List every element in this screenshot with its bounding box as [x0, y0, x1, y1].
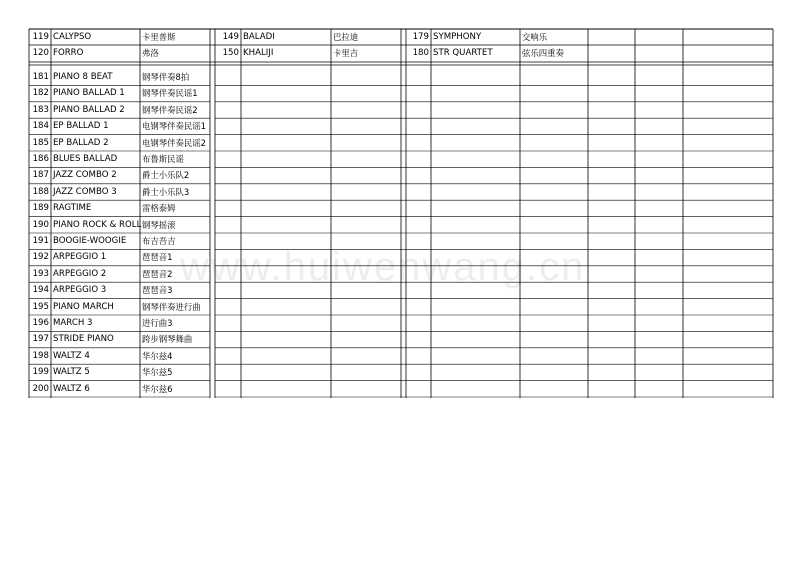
style-name-zh: 钢琴伴奏进行曲 [142, 301, 201, 312]
style-name-zh: 卡里普斯 [142, 32, 176, 42]
style-name-zh: 电钢琴伴奏民谣1 [142, 121, 206, 132]
style-name-en: EP BALLAD 2 [53, 137, 109, 148]
style-name-en: PIANO BALLAD 1 [53, 88, 125, 99]
style-name-zh: 电钢琴伴奏民谣2 [142, 137, 206, 148]
style-name-en: FORRO [53, 48, 84, 58]
style-number: 185 [32, 137, 49, 148]
style-number: 149 [222, 32, 239, 42]
style-number: 191 [32, 236, 49, 246]
style-number: 181 [32, 72, 49, 82]
style-name-zh: 钢琴摇滚 [142, 219, 176, 230]
style-name-en: PIANO ROCK & ROLL [53, 219, 142, 230]
style-name-en: ARPEGGIO 1 [53, 252, 107, 263]
style-name-zh: 钢琴伴奏民谣2 [142, 104, 198, 115]
style-name-zh: 卡里吉 [333, 48, 359, 58]
style-name-en: PIANO BALLAD 2 [53, 104, 125, 115]
style-name-zh: 弦乐四重奏 [522, 48, 564, 58]
style-name-zh: 布鲁斯民谣 [142, 154, 184, 164]
style-number: 119 [32, 32, 49, 42]
style-name-zh: 巴拉迪 [333, 32, 359, 42]
style-name-zh: 跨步钢琴舞曲 [142, 334, 193, 345]
style-number: 196 [32, 318, 49, 328]
style-name-en: CALYPSO [53, 32, 92, 42]
style-number: 193 [32, 268, 49, 279]
style-name-en: STRIDE PIANO [53, 334, 114, 345]
style-number: 120 [32, 48, 49, 58]
style-name-en: BLUES BALLAD [53, 154, 118, 164]
style-number: 183 [32, 104, 49, 115]
style-number: 194 [32, 285, 49, 296]
style-name-zh: 雷格泰姆 [142, 203, 176, 214]
style-number: 197 [32, 334, 49, 345]
style-number: 187 [32, 170, 49, 181]
style-name-zh: 琶琶音2 [142, 268, 173, 279]
style-number: 189 [32, 203, 49, 214]
style-name-zh: 华尔兹4 [142, 350, 173, 361]
watermark: www.huiwenwang.cn [180, 245, 586, 289]
style-number: 150 [222, 48, 239, 58]
style-number: 188 [32, 186, 49, 197]
style-name-zh: 交响乐 [522, 32, 548, 42]
style-name-en: BALADI [243, 32, 275, 42]
style-name-en: ARPEGGIO 3 [53, 285, 107, 296]
style-name-en: SYMPHONY [433, 32, 482, 42]
style-name-en: EP BALLAD 1 [53, 121, 109, 132]
style-name-zh: 琶琶音3 [142, 285, 173, 296]
style-name-zh: 爵士小乐队3 [142, 186, 190, 197]
style-name-zh: 爵士小乐队2 [142, 170, 190, 181]
style-name-en: STR QUARTET [433, 48, 493, 58]
style-number: 180 [412, 48, 429, 58]
style-number: 182 [32, 88, 49, 99]
style-name-en: WALTZ 5 [53, 367, 90, 378]
style-number: 179 [412, 32, 429, 42]
style-number: 198 [32, 350, 49, 361]
style-name-en: KHALIJI [243, 48, 274, 58]
style-number: 199 [32, 367, 49, 378]
style-name-en: ARPEGGIO 2 [53, 268, 107, 279]
style-number: 184 [32, 121, 49, 132]
style-number: 195 [32, 301, 49, 312]
style-number: 200 [32, 383, 49, 394]
style-name-en: RAGTIME [53, 203, 92, 214]
style-name-en: PIANO 8 BEAT [53, 72, 113, 82]
style-name-en: PIANO MARCH [53, 301, 114, 312]
style-name-en: JAZZ COMBO 2 [53, 170, 117, 181]
style-name-zh: 琶琶音1 [142, 252, 173, 263]
style-name-zh: 钢琴伴奏民谣1 [142, 88, 198, 99]
style-number: 190 [32, 219, 49, 230]
style-name-zh: 布吉吾吉 [142, 236, 176, 246]
style-name-zh: 弗洛 [142, 48, 159, 58]
style-name-zh: 进行曲3 [142, 318, 173, 328]
style-number: 192 [32, 252, 49, 263]
style-name-en: WALTZ 4 [53, 350, 90, 361]
style-name-en: MARCH 3 [53, 318, 93, 328]
style-name-zh: 华尔兹5 [142, 367, 173, 378]
style-name-zh: 华尔兹6 [142, 383, 173, 394]
style-number: 186 [32, 154, 49, 164]
style-name-zh: 钢琴伴奏8拍 [142, 72, 190, 82]
style-name-en: WALTZ 6 [53, 383, 90, 394]
style-name-en: BOOGIE-WOOGIE [53, 236, 127, 246]
style-name-en: JAZZ COMBO 3 [53, 186, 117, 197]
